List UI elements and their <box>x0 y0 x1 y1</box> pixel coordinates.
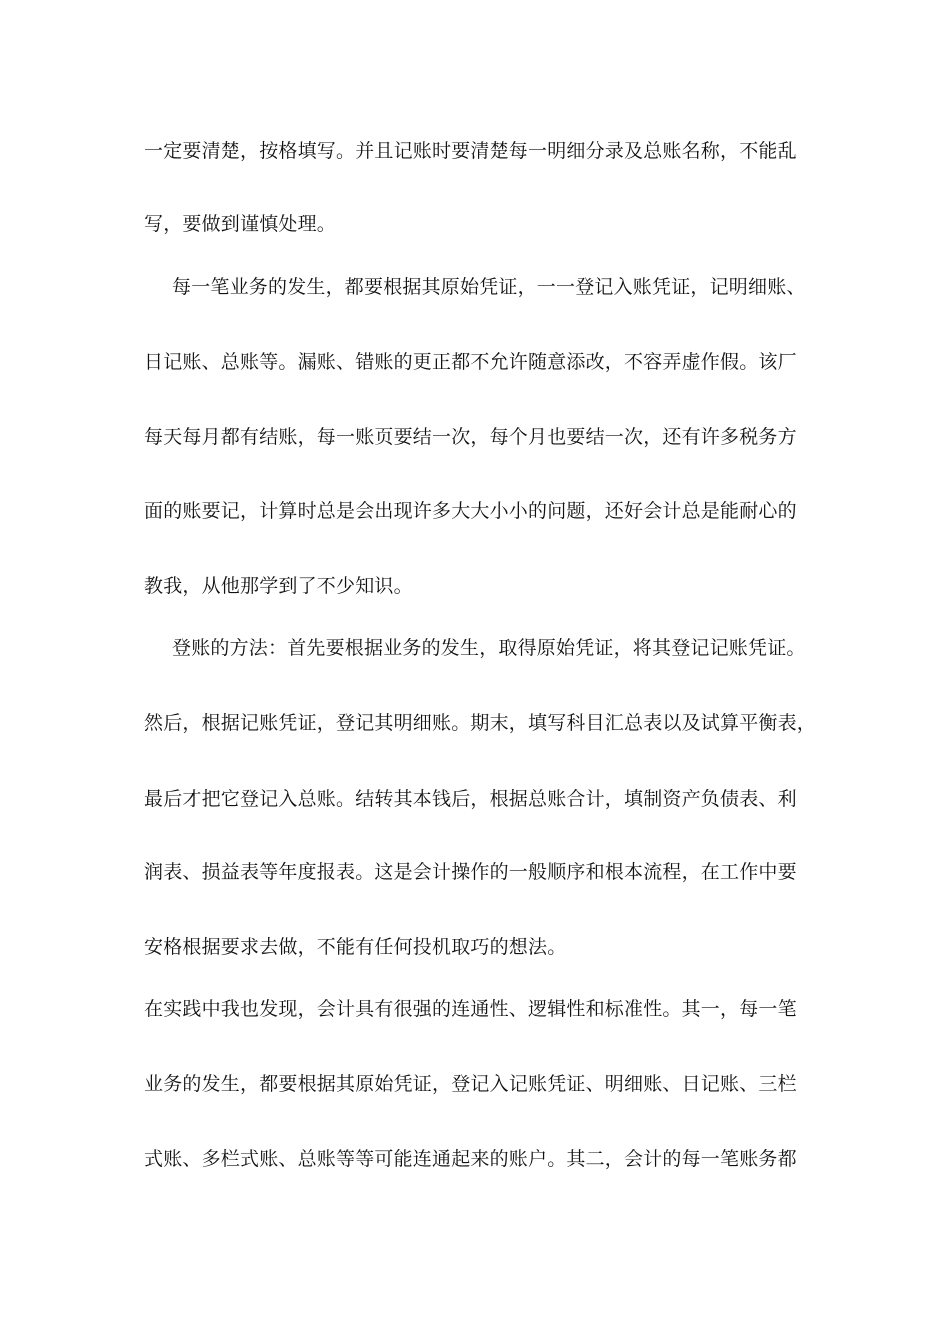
text-line: 面的账要记，计算时总是会出现许多大大小小的问题，还好会计总是能耐心的 <box>144 500 797 522</box>
text-line: 一定要清楚，按格填写。并且记账时要清楚每一明细分录及总账名称，不能乱 <box>144 140 797 162</box>
paragraph-start-line: 在实践中我也发现，会计具有很强的连通性、逻辑性和标准性。其一，每一笔 <box>144 998 797 1020</box>
text-line: 每天每月都有结账，每一账页要结一次，每个月也要结一次，还有许多税务方 <box>144 426 797 448</box>
paragraph-start-line: 每一笔业务的发生，都要根据其原始凭证，一一登记入账凭证，记明细账、 <box>172 276 806 298</box>
text-line: 润表、损益表等年度报表。这是会计操作的一般顺序和根本流程，在工作中要 <box>144 861 797 883</box>
text-line: 业务的发生，都要根据其原始凭证，登记入记账凭证、明细账、日记账、三栏 <box>144 1073 797 1095</box>
text-line: 日记账、总账等。漏账、错账的更正都不允许随意添改，不容弄虚作假。该厂 <box>144 351 797 373</box>
text-line: 式账、多栏式账、总账等等可能连通起来的账户。其二，会计的每一笔账务都 <box>144 1148 797 1170</box>
text-line: 安格根据要求去做，不能有任何投机取巧的想法。 <box>144 936 567 958</box>
text-line: 最后才把它登记入总账。结转其本钱后，根据总账合计，填制资产负债表、利 <box>144 788 797 810</box>
text-line: 写，要做到谨慎处理。 <box>144 213 337 235</box>
paragraph-start-line: 登账的方法：首先要根据业务的发生，取得原始凭证，将其登记记账凭证。 <box>172 637 806 659</box>
text-line: 然后，根据记账凭证，登记其明细账。期末，填写科目汇总表以及试算平衡表， <box>144 712 817 734</box>
text-line: 教我，从他那学到了不少知识。 <box>144 575 413 597</box>
